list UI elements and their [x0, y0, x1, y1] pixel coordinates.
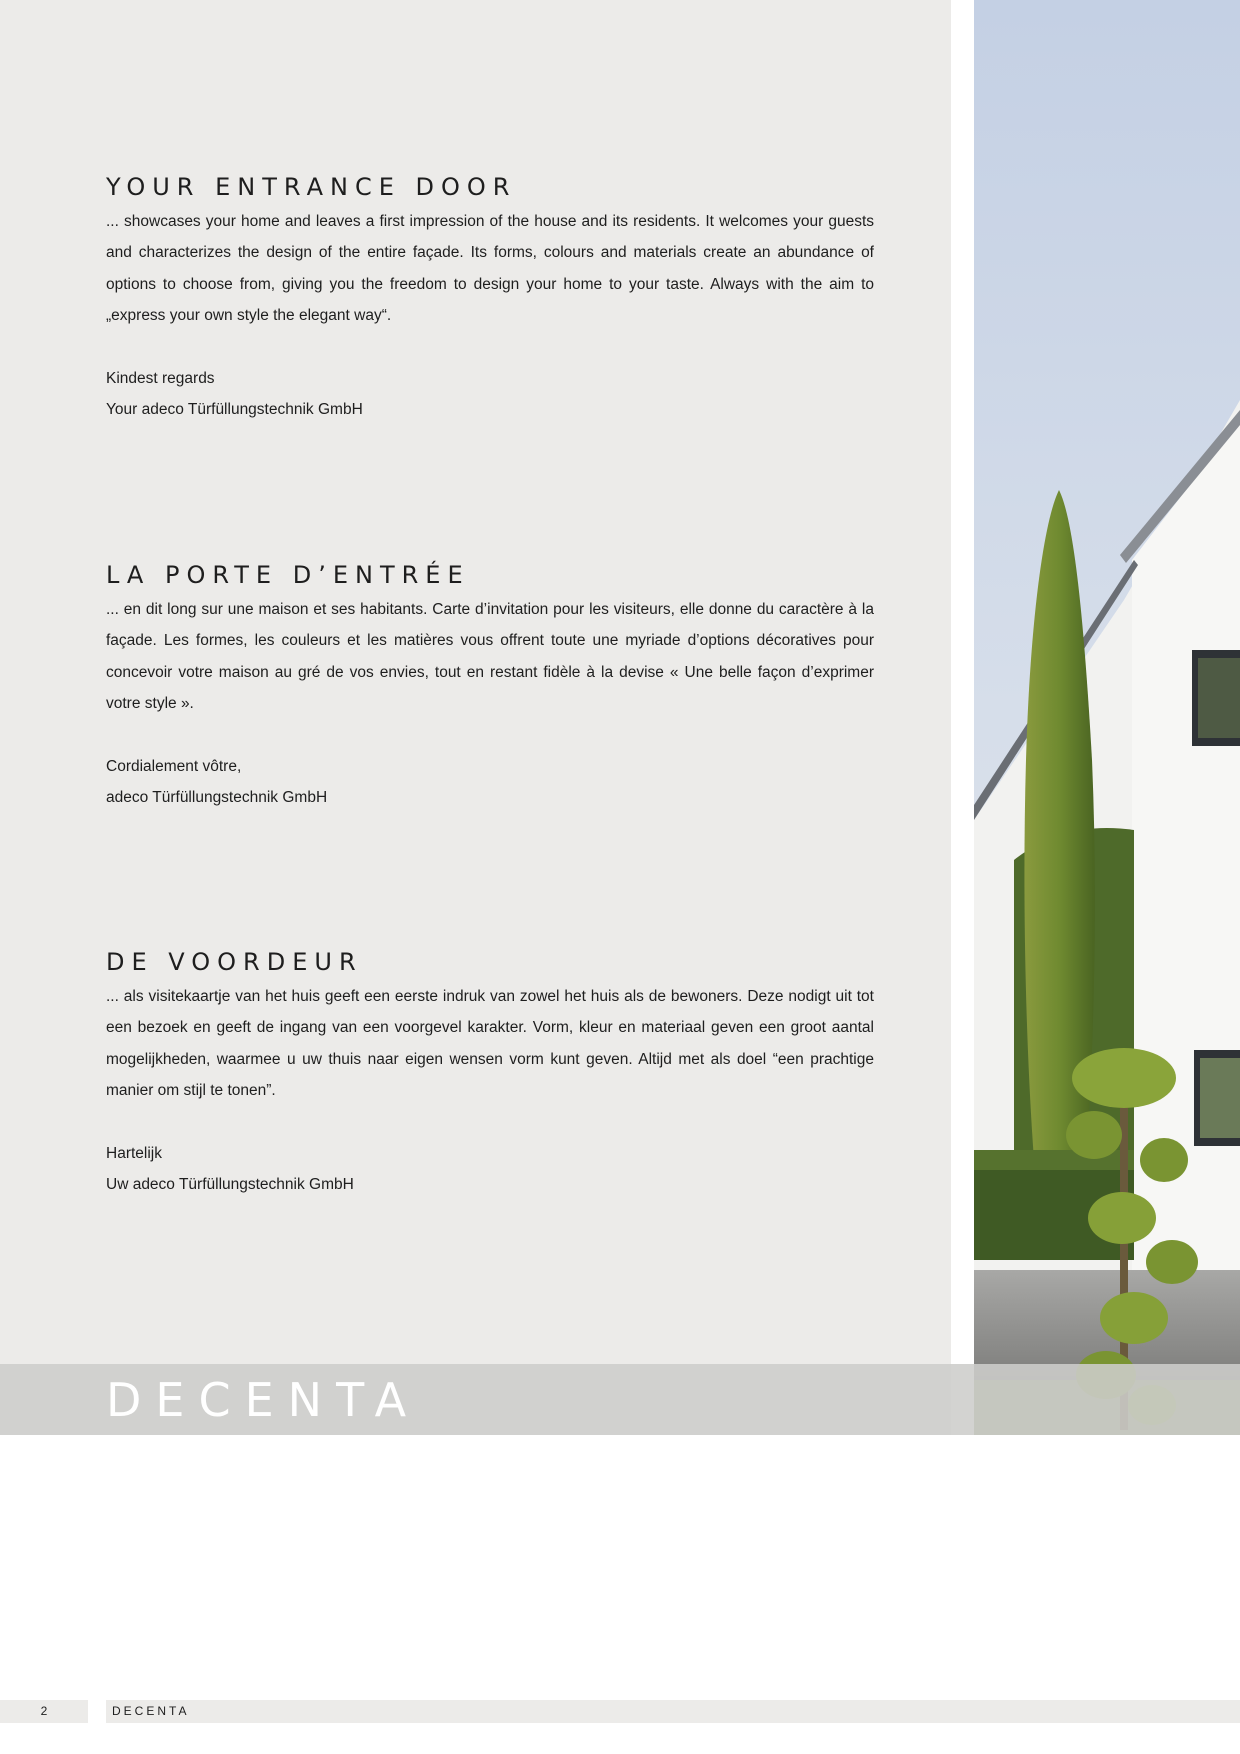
- signature-line: Uw adeco Türfüllungstechnik GmbH: [106, 1176, 354, 1194]
- section-heading: LA PORTE D’ENTRÉE: [106, 561, 470, 589]
- closing-line: Kindest regards: [106, 369, 215, 387]
- signature-line: Your adeco Türfüllungstechnik GmbH: [106, 401, 363, 419]
- section-english: [106, 172, 874, 425]
- signature-block: [106, 363, 874, 426]
- section-body: ... en dit long sur une maison et ses habitants. Carte d’invitation pour les visiteurs, elle donne du caractère à la façade. Les formes, les couleurs et les matières vous offrent toute une myriade d’options décoratives pour concevoir votre maison au gré de vos envies, tout en restant fidèle à la devise « Une belle façon d’exprimer votre style ».: [106, 601, 874, 713]
- signature-line: adeco Türfüllungstechnik GmbH: [106, 789, 328, 807]
- signature-block: [106, 1138, 874, 1201]
- section-body: ... als visitekaartje van het huis geeft een eerste indruk van zowel het huis als de bewoners. Deze nodigt uit tot een bezoek en geeft de ingang van een voorgevel karakter. Vorm, kleur en materiaal geven een groot aantal mogelijkheden, waarmee u uw thuis naar eigen wensen vorm kunt geven. Altijd met als doel “een prachtige manier om stijl te tonen”.: [106, 988, 874, 1100]
- footer-label: DECENTA: [112, 1704, 190, 1718]
- section-heading: YOUR ENTRANCE DOOR: [106, 173, 517, 201]
- closing-line: Cordialement vôtre,: [106, 757, 242, 775]
- footer-bar: [106, 1700, 1240, 1723]
- section-heading: DE VOORDEUR: [106, 948, 363, 976]
- section-dutch: [106, 947, 874, 1200]
- signature-block: [106, 751, 874, 814]
- banner-title: DECENTA: [106, 1373, 421, 1427]
- section-body: ... showcases your home and leaves a first impression of the house and its residents. It welcomes your guests and characterizes the design of the entire façade. Its forms, colours and materials create an abundance of options to choose from, giving you the freedom to design your home to your taste. Always with the aim to „express your own style the elegant way“.: [106, 213, 874, 325]
- house-photo: [974, 0, 1240, 1435]
- page-number: 2: [40, 1704, 48, 1718]
- closing-line: Hartelijk: [106, 1144, 162, 1162]
- section-french: [106, 560, 874, 813]
